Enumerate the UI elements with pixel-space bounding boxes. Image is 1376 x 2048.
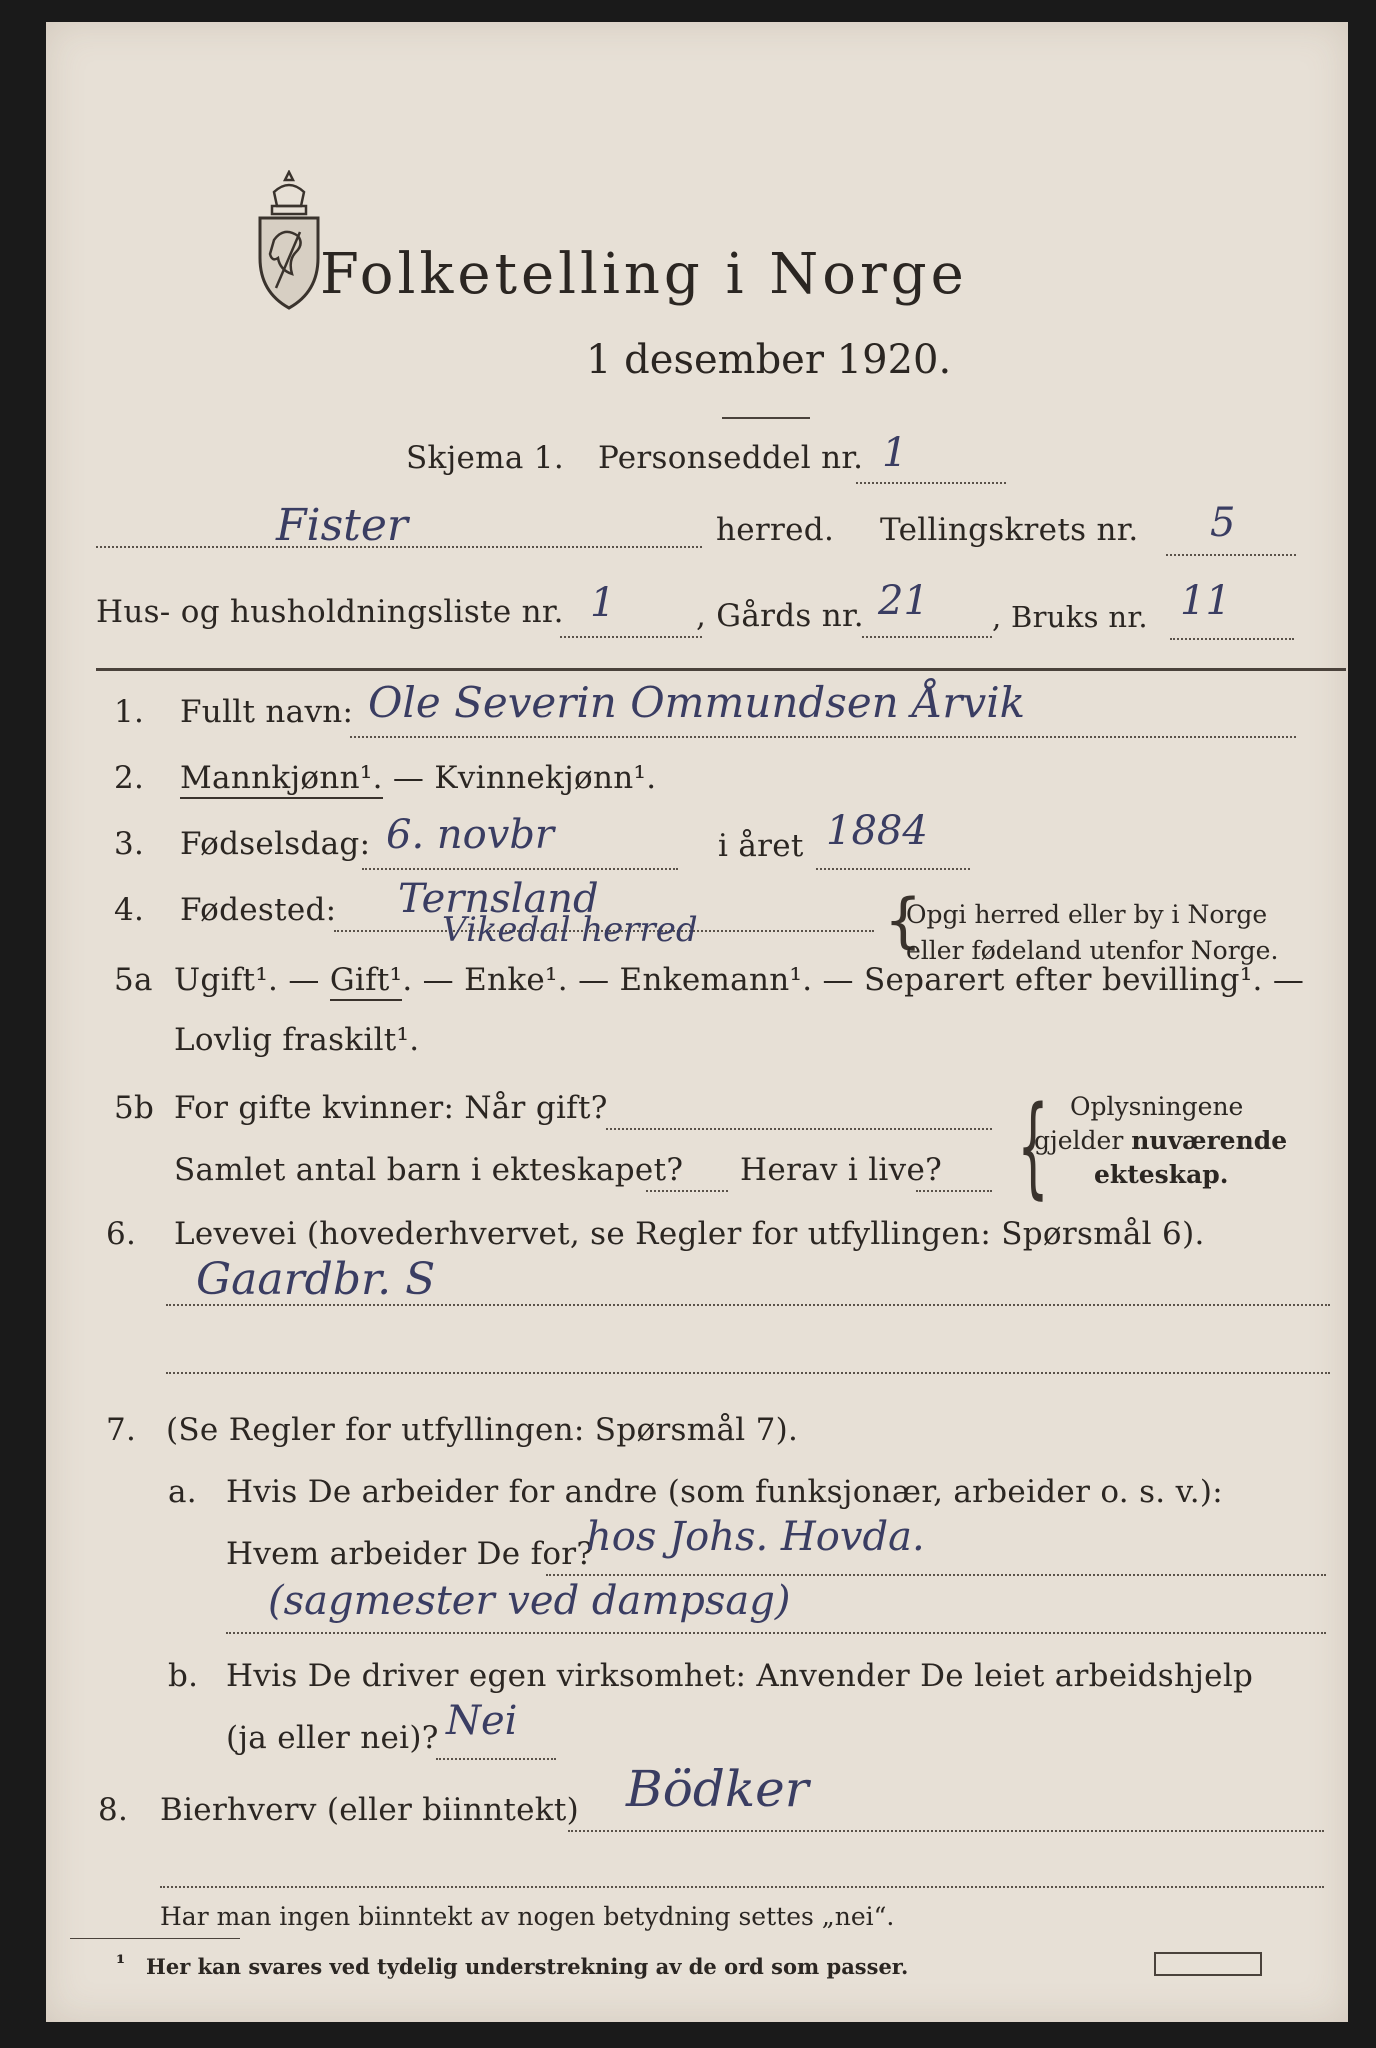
q1-label: Fullt navn:	[180, 694, 354, 730]
printer-stamp	[1154, 1952, 1262, 1976]
tellingskrets-line	[1166, 554, 1296, 556]
q1-number: 1.	[114, 694, 145, 730]
q5a-options	[174, 962, 1304, 998]
q8-value[interactable]: Bödker	[626, 1760, 809, 1818]
q1-line	[350, 736, 1296, 738]
q4-note-1: Opgi herred eller by i Norge	[906, 900, 1268, 929]
q5b-brace: {	[1017, 1082, 1049, 1210]
personseddel-value[interactable]: 1	[882, 430, 908, 476]
title-divider	[722, 417, 810, 419]
q7b-value[interactable]: Nei	[446, 1698, 518, 1744]
q3-year-label: i året	[718, 828, 804, 864]
q7-number: 7.	[106, 1412, 137, 1448]
q3-year-line	[816, 868, 970, 870]
gards-label: , Gårds nr.	[696, 598, 864, 634]
q3-number: 3.	[114, 826, 145, 862]
bruks-line	[1170, 638, 1294, 640]
q5b-label-1: For gifte kvinner: Når gift?	[174, 1090, 608, 1126]
gards-value[interactable]: 21	[878, 578, 929, 624]
hus-value[interactable]: 1	[590, 580, 616, 626]
footnote-mark: ¹	[116, 1950, 126, 1975]
q5b-gift-line	[606, 1128, 992, 1130]
q5b-barn-line	[646, 1190, 728, 1192]
q4-note-2: eller fødeland utenfor Norge.	[906, 936, 1279, 965]
q5a-gift[interactable]: Gift¹	[330, 962, 403, 1001]
tellingskrets-value[interactable]: 5	[1210, 500, 1236, 546]
q5b-note-2b: nuværende	[1131, 1126, 1288, 1155]
q7a-value-1[interactable]: hos Johs. Hovda.	[586, 1514, 925, 1560]
q7-label: (Se Regler for utfyllingen: Spørsmål 7).	[166, 1412, 799, 1448]
q6-label: Levevei (hovederhvervet, se Regler for utfyllingen: Spørsmål 6).	[174, 1216, 1205, 1252]
census-date: 1 desember 1920.	[586, 337, 952, 383]
footer-note: Har man ingen biinntekt av nogen betydning settes „nei“.	[160, 1902, 895, 1931]
q4-brace: {	[884, 886, 923, 956]
personseddel-line	[856, 482, 1006, 484]
q5b-label-2: Samlet antal barn i ekteskapet?	[174, 1152, 684, 1188]
q6-value[interactable]: Gaardbr. S	[196, 1254, 436, 1305]
q3-value[interactable]: 6. novbr	[386, 812, 555, 858]
q6-number: 6.	[106, 1216, 137, 1252]
q5b-note-1: Oplysningene	[1070, 1092, 1244, 1121]
q5a-ugift[interactable]: Ugift¹.	[174, 962, 279, 998]
q5a-number: 5a	[114, 962, 153, 998]
bruks-label: , Bruks nr.	[992, 600, 1148, 634]
q3-year-value[interactable]: 1884	[826, 808, 928, 854]
q4-label: Fødested:	[180, 892, 337, 928]
skjema-label: Skjema 1.	[406, 440, 564, 476]
q7b-number: b.	[168, 1658, 199, 1694]
tellingskrets-label: Tellingskrets nr.	[880, 512, 1139, 548]
q7b-line	[436, 1758, 556, 1760]
q7a-value-2[interactable]: (sagmester ved dampsag)	[268, 1578, 791, 1624]
gards-line	[862, 636, 992, 638]
header-divider	[96, 668, 1346, 671]
q5b-label-3: Herav i live?	[740, 1152, 943, 1188]
q4-number: 4.	[114, 892, 145, 928]
q3-label: Fødselsdag:	[180, 826, 371, 862]
q7a-number: a.	[168, 1474, 197, 1510]
bruks-value[interactable]: 11	[1180, 578, 1231, 624]
hus-label: Hus- og husholdningsliste nr.	[96, 594, 564, 630]
census-form	[46, 22, 1348, 2022]
q1-value[interactable]: Ole Severin Ommundsen Årvik	[368, 678, 1026, 727]
q8-label: Bierhverv (eller biinntekt)	[160, 1792, 580, 1828]
q3-line	[362, 868, 678, 870]
hus-line	[560, 636, 702, 638]
q8-number: 8.	[98, 1792, 129, 1828]
q2-separator: —	[382, 760, 435, 796]
herred-label: herred.	[716, 512, 835, 548]
q5b-note-2	[1034, 1126, 1287, 1155]
q5b-number: 5b	[114, 1090, 155, 1126]
q5b-note-3: ekteskap.	[1094, 1160, 1229, 1189]
q6-line-2	[166, 1372, 1330, 1374]
q5a-sep: —	[278, 962, 330, 998]
q6-line-1	[166, 1304, 1330, 1306]
q4-value-1[interactable]: Ternsland	[398, 876, 599, 922]
q8-line-2	[160, 1886, 1324, 1888]
q7a-line-2	[226, 1632, 1326, 1634]
q2-mann[interactable]: Mannkjønn¹.	[180, 760, 383, 799]
form-title: Folketelling i Norge	[320, 242, 968, 307]
q5b-live-line	[916, 1190, 992, 1192]
q7a-label: Hvis De arbeider for andre (som funksjonær, arbeider o. s. v.):	[226, 1474, 1224, 1510]
q7a-line-1	[546, 1574, 1326, 1576]
q4-value-2[interactable]: Vikedal herred	[442, 910, 698, 950]
q7b-label: Hvis De driver egen virksomhet: Anvender De leiet arbeidshjelp	[226, 1658, 1254, 1694]
herred-value[interactable]: Fister	[276, 500, 408, 551]
q5a-fraskilt[interactable]: Lovlig fraskilt¹.	[174, 1022, 420, 1058]
q7a-question: Hvem arbeider De for?	[226, 1536, 594, 1572]
q2-kvinne[interactable]: Kvinnekjønn¹.	[434, 760, 657, 796]
personseddel-label: Personseddel nr.	[598, 440, 864, 476]
q5b-note-2a: gjelder	[1034, 1126, 1132, 1155]
coat-of-arms-icon	[254, 170, 324, 310]
q8-line	[568, 1830, 1324, 1832]
q2-options	[180, 760, 656, 796]
q5a-rest[interactable]: . — Enke¹. — Enkemann¹. — Separert efter bevilling¹. —	[402, 962, 1305, 998]
q7b-question: (ja eller nei)?	[226, 1720, 439, 1756]
q2-number: 2.	[114, 760, 145, 796]
footnote-text: Her kan svares ved tydelig understrekning av de ord som passer.	[146, 1954, 909, 1979]
footnote-divider	[70, 1938, 240, 1939]
